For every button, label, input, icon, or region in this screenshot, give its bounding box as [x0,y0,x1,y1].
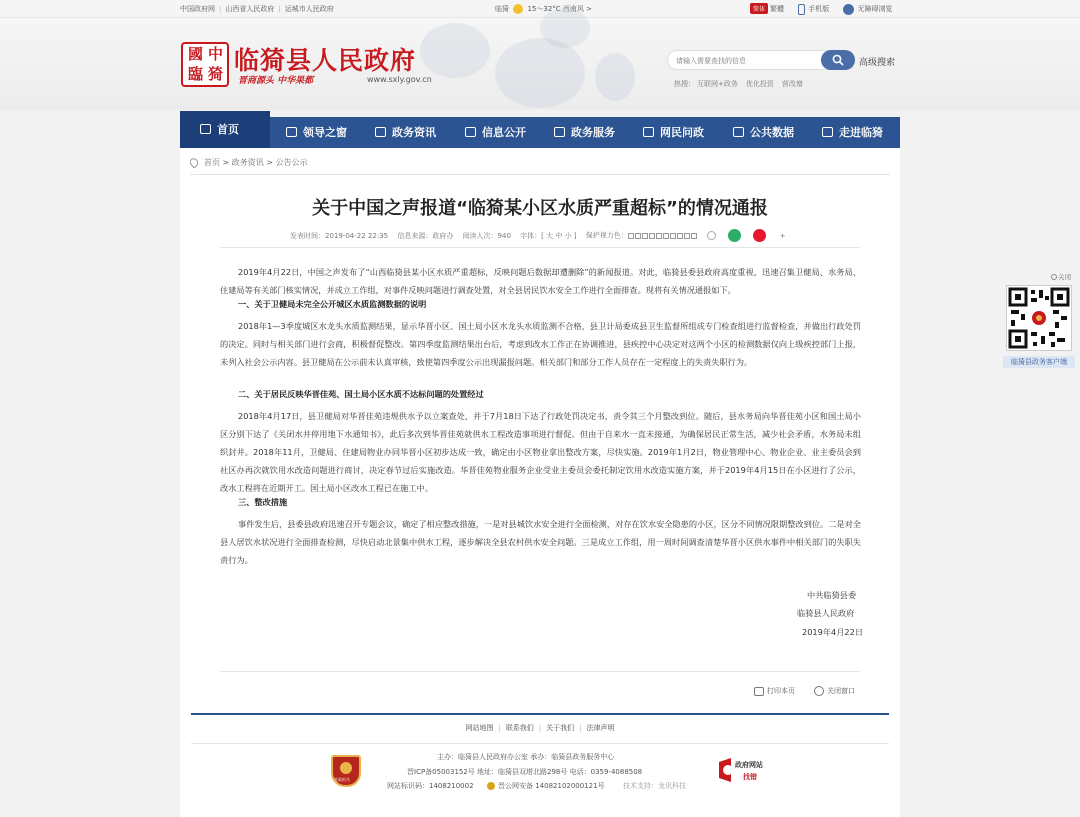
top-links: 中国政府网 | 山西省人民政府 | 运城市人民政府 [180,5,334,13]
article-heading: 三、整改措施 [238,497,288,507]
accessibility-icon [843,4,854,15]
link-shanxi-gov[interactable]: 山西省人民政府 [225,5,275,13]
seal-char: 猗 [208,65,224,83]
divider [220,671,860,672]
person-icon [822,127,833,137]
footer-divider [191,713,889,715]
close-icon [1051,274,1057,280]
eyecare-swatch[interactable] [684,233,690,239]
lang-simplified-button[interactable]: 简体 [750,3,768,14]
footer-link-about[interactable]: 关于我们 [546,724,575,732]
nav-item-news[interactable] [375,117,436,148]
footer-link-legal[interactable]: 法律声明 [586,724,615,732]
breadcrumb-notices[interactable]: 公告公示 [275,158,308,167]
hot-search-term[interactable]: 优化投资 [745,80,774,88]
site-header [0,18,1080,110]
error-report-badge[interactable] [717,756,777,784]
qr-close-button[interactable] [1051,272,1071,281]
nav-item-label: 网民问政 [660,126,704,139]
police-record-label: 晋公网安备 14082102000121号 [498,782,605,790]
breadcrumb-sep: > [222,158,230,167]
weather-more[interactable]: > [586,5,593,13]
qr-code-icon [1007,286,1071,350]
top-right-tools [750,3,892,15]
chart-icon [733,127,744,137]
nav-item-inquiry[interactable] [643,117,704,148]
person-icon [286,127,297,137]
footer-icp: 晋ICP备05003152号 地址：临猗县双塔北路298号 电话：0359-4088508 [407,768,643,776]
nav-item-label: 走进临猗 [839,126,883,139]
nav-item-leaders[interactable] [286,117,347,148]
qr-label: 临猗县政务客户端 [1003,356,1075,368]
article-title: 关于中国之声报道“临猗某小区水质严重超标”的情况通报 [312,198,768,219]
hot-search-term[interactable]: 互联网+政务 [697,80,738,88]
nav-item-disclosure[interactable] [465,117,526,148]
signature-government: 临猗县人民政府 [797,608,855,618]
eyecare-swatch[interactable] [670,233,676,239]
eyecare-swatch[interactable] [628,233,634,239]
seal-char: 中 [208,45,224,63]
site-logo-seal [181,42,229,87]
hot-search [674,79,811,89]
site-slogan: 晋商源头 中华果都 [238,76,314,86]
eyecare-swatches [628,232,698,240]
article-heading: 一、关于卫健局未完全公开城区水质监测数据的说明 [238,299,427,309]
close-label: 关闭窗口 [827,687,855,695]
nav-item-label: 政务服务 [571,126,615,139]
sun-icon [513,4,523,14]
service-icon [554,127,565,137]
seal-char: 臨 [188,65,204,83]
article-paragraph: 2018年4月17日，县卫健局对华晋佳苑违规供水予以立案查处，并于7月18日下达了行政处罚决定书，责令其三个月整改到位。随后，县水务局向华晋佳苑小区和国土局小区分别下达了《关闭水井停用地下水通知书》，此后多次到华晋佳苑就供水工程改造事项进行督促。但由于自来水一直未接通，为确保居民正常生活，减少社会矛盾，水务局未组织封井。2018年11月，卫健局、住建局物业办同华晋小区初步达成一致，确定由小区物业拿出整改方案，尽快实施。2019年1月2日，物业管理中心、物业企业、业主委员会到社区办再次就饮用水改造问题进行商讨，决定春节过后实施改造。华晋佳苑物业服务企业受业主委员会委托制定饮用水改造实施方案，并于2019年4月15日在小区进行了公示，改水工程将在近期开工。国土局小区改水工程已在施工中。 [220,411,861,493]
divider [191,743,889,744]
emblem-label: 党政机关 [334,777,350,782]
search-icon [832,54,844,66]
search-button[interactable] [821,50,855,70]
print-label: 打印本页 [767,687,795,695]
article-heading: 二、关于居民反映华晋佳苑、国土局小区水质不达标问题的处置经过 [238,389,484,399]
header-decoration [540,8,590,48]
wechat-icon[interactable] [728,229,741,242]
divider [190,174,890,175]
nav-item-services[interactable] [554,117,615,148]
eyecare-swatch[interactable] [649,233,655,239]
emblem-star-icon [340,762,352,774]
hot-search-term[interactable]: 营改增 [781,80,803,88]
main-nav [180,117,900,148]
home-icon [200,124,211,134]
signature-party: 中共临猗县委 [807,590,857,600]
qr-close-label: 关闭 [1058,273,1071,281]
nav-item-label: 政务资讯 [392,126,436,139]
footer-links: 网站地图 | 联系我们 | 关于我们 | 法律声明 [465,724,615,732]
site-domain: www.sxly.gov.cn [367,75,432,84]
header-decoration [595,53,635,101]
breadcrumb-news[interactable]: 政务资讯 [231,158,264,167]
location-icon [188,156,200,168]
eyecare-swatch[interactable] [656,233,662,239]
hot-search-label: 热搜： [674,80,695,88]
weibo-icon[interactable] [753,229,766,242]
print-button[interactable] [754,686,795,696]
article-paragraph: 事件发生后，县委县政府迅速召开专题会议，确定了相应整改措施，一是对县城饮水安全进行全面检测，对存在饮水安全隐患的小区，区分不同情况限期整改到位。二是对全县人居饮水状况进行全面排查检测，尽快启动北景集中供水工程，逐步解决全县农村供水安全问题。三是成立工作组，用一周时间调查清楚华晋小区供水事件中相关部门的失职失责行为。 [220,519,861,565]
share-icon[interactable] [707,231,716,240]
close-window-button[interactable] [814,686,855,696]
eyecare-label: 保护视力色： [585,231,628,240]
nav-item-label: 公共数据 [750,126,794,139]
weather-wind: 西南风 [562,5,584,13]
seal-char: 國 [188,45,204,63]
site-title[interactable]: 临猗县人民政府 [234,46,417,75]
mobile-icon [798,4,805,15]
article-meta [290,229,793,242]
power-icon [814,686,824,696]
accessible-link[interactable]: 无障碍浏览 [857,5,893,13]
mobile-link[interactable]: 手机版 [808,5,830,13]
top-bar [0,0,1080,18]
document-icon [465,127,476,137]
eyecare-swatch[interactable] [635,233,641,239]
chat-icon [643,127,654,137]
search-input[interactable] [676,54,816,67]
link-gov-cn[interactable]: 中国政府网 [180,5,215,13]
footer-police[interactable] [487,781,605,791]
printer-icon [754,687,764,696]
header-decoration [420,23,490,78]
badge-sub: 找错 [743,773,757,781]
header-decoration [495,38,585,108]
nav-item-label: 信息公开 [482,126,526,139]
publish-time: 发表时间：2019-04-22 22:35 [290,231,389,240]
more-share[interactable]: + [779,231,786,240]
police-badge-icon [487,782,495,790]
footer-sponsor: 主办：临猗县人民政府办公室 承办：临猗县政务服务中心 [437,753,615,761]
footer-tech: 技术支持：龙讯科技 [623,782,686,790]
font-size-selector[interactable]: 字体：[ 大 中 小 ] [520,231,577,240]
link-yuncheng-gov[interactable]: 运城市人民政府 [284,5,334,13]
weather-temp: 15～32°C [527,5,561,13]
eyecare-swatch[interactable] [677,233,683,239]
view-count: 阅读人次：940 [462,231,511,240]
footer-site-id: 网站标识码：1408210002 [387,782,474,790]
eyecare-swatch[interactable] [691,233,697,239]
eyecare-swatch[interactable] [663,233,669,239]
eyecare-swatch[interactable] [642,233,648,239]
newspaper-icon [375,127,386,137]
info-source: 信息来源：政府办 [397,231,454,240]
nav-item-about-linyi[interactable] [822,117,883,148]
breadcrumb-home[interactable]: 首页 [204,158,220,167]
article-paragraph: 2018年1—3季度城区水龙头水质监测结果，显示华晋小区、国土局小区水龙头水质监测不合格，县卫计局委成县卫生监督所组成专门检查组进行监督检查，并做出行政处罚的决定。同时与相关部门进行会商，积极督促整改。第四季度监测结果出台后，考虑到改水工作正在协调推进，县疾控中心决定对这两个小区的检测数据仅向上级疾控部门上报，未列入社会公示内容。县卫健局在公示前未认真审核，致使第四季度公示出现漏报问题。相关部门和部分工作人员存在一定程度上的失责失职行为。 [220,321,861,367]
breadcrumb-sep: > [266,158,274,167]
weather-city: 临猗 [495,5,509,13]
lang-traditional-button[interactable]: 繁體 [770,5,785,13]
signature-date: 2019年4月22日 [802,627,864,637]
app-qr-code [1006,285,1072,351]
party-gov-emblem[interactable] [331,755,361,787]
article-paragraph: 2019年4月22日，中国之声发布了“山西临猗县某小区水质严重超标，反映问题后数据却遭删除”的新闻报道。对此，临猗县委县政府高度重视，迅速召集卫健局、水务局、住建局等有关部门核实情况，并成立工作组，对事件反映问题进行调查处置，对全县居民饮水安全工作进行全面排查。现将有关情况通报如下。 [220,267,861,295]
advanced-search-link[interactable]: 高级搜索 [859,58,896,68]
nav-item-label: 领导之窗 [303,126,347,139]
nav-item-label: 首页 [217,123,239,136]
badge-title: 政府网站 [735,761,763,769]
nav-item-home[interactable] [200,114,239,145]
breadcrumb [190,157,308,168]
footer-link-contact[interactable]: 联系我们 [505,724,534,732]
divider [220,247,860,248]
footer-link-sitemap[interactable]: 网站地图 [465,724,494,732]
nav-item-public-data[interactable] [733,117,794,148]
